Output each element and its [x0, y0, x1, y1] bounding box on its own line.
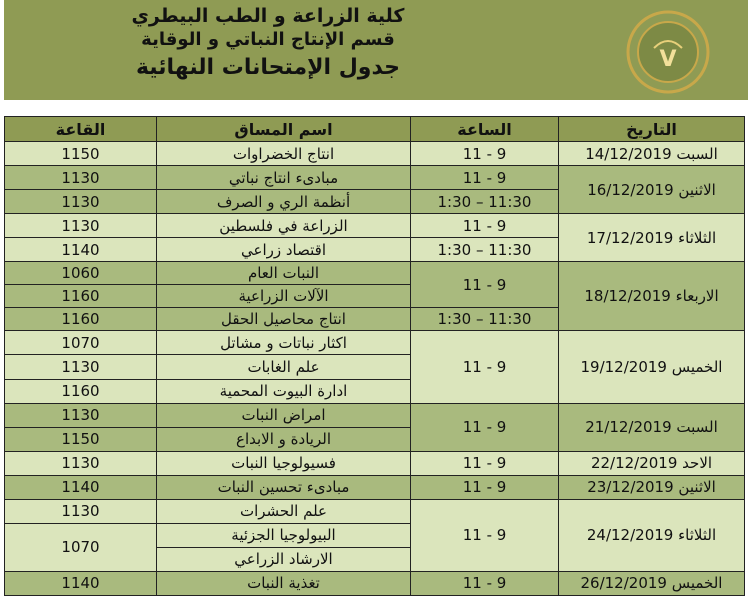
room-cell: 1160: [5, 285, 157, 308]
course-cell: الزراعة في فلسطين: [157, 214, 411, 238]
header-room: القاعة: [5, 117, 157, 142]
date-cell: الاربعاء 18/12/2019: [559, 262, 745, 331]
time-cell: 11:30 – 1:30: [411, 190, 559, 214]
logo-letter: V: [659, 47, 677, 72]
room-cell: 1140: [5, 475, 157, 499]
room-cell: 1130: [5, 403, 157, 427]
table-row: [5, 142, 745, 166]
room-cell: 1160: [5, 308, 157, 331]
time-cell: 9 - 11: [411, 475, 559, 499]
table-row: [5, 403, 745, 427]
table-row: [5, 475, 745, 499]
course-cell: علم الحشرات: [157, 499, 411, 523]
time-cell: 9 - 11: [411, 142, 559, 166]
room-cell: 1130: [5, 166, 157, 190]
table-row: [5, 166, 745, 190]
table-row: [5, 331, 745, 355]
page-title: جدول الإمتحانات النهائية: [135, 55, 401, 80]
course-cell: الارشاد الزراعي: [157, 547, 411, 571]
course-cell: اكثار نباتات و مشاتل: [157, 331, 411, 355]
date-cell: الاثنين 16/12/2019: [559, 166, 745, 214]
room-cell: 1140: [5, 238, 157, 262]
course-cell: اقتصاد زراعي: [157, 238, 411, 262]
date-cell: السبت 21/12/2019: [559, 403, 745, 451]
time-cell: 11:30 – 1:30: [411, 308, 559, 331]
course-cell: انتاج محاصيل الحقل: [157, 308, 411, 331]
course-cell: تغذية النبات: [157, 571, 411, 595]
room-cell: 1150: [5, 142, 157, 166]
faculty-name: كلية الزراعة و الطب البيطري: [131, 5, 405, 27]
room-cell: 1150: [5, 427, 157, 451]
time-cell: 9 - 11: [411, 262, 559, 308]
time-cell: 9 - 11: [411, 166, 559, 190]
date-cell: الاحد 22/12/2019: [559, 451, 745, 475]
header-text-block: [108, 4, 428, 83]
faculty-logo: [624, 8, 712, 96]
course-cell: انتاج الخضراوات: [157, 142, 411, 166]
date-cell: الخميس 26/12/2019: [559, 571, 745, 595]
room-cell: 1130: [5, 190, 157, 214]
header-time: الساعة: [411, 117, 559, 142]
time-cell: 9 - 11: [411, 331, 559, 403]
course-cell: امراض النبات: [157, 403, 411, 427]
room-cell: 1160: [5, 379, 157, 403]
table-row: [5, 214, 745, 238]
table-row: [5, 262, 745, 285]
course-cell: النبات العام: [157, 262, 411, 285]
time-cell: 9 - 11: [411, 451, 559, 475]
room-cell: 1070: [5, 331, 157, 355]
date-cell: الاثنين 23/12/2019: [559, 475, 745, 499]
course-cell: الآلات الزراعية: [157, 285, 411, 308]
time-cell: 9 - 11: [411, 214, 559, 238]
date-cell: الثلاثاء 17/12/2019: [559, 214, 745, 262]
room-cell: 1130: [5, 451, 157, 475]
course-cell: فسيولوجيا النبات: [157, 451, 411, 475]
room-cell: 1140: [5, 571, 157, 595]
room-cell: 1060: [5, 262, 157, 285]
course-cell: علم الغابات: [157, 355, 411, 379]
room-cell: 1130: [5, 214, 157, 238]
table-row: [5, 499, 745, 523]
room-cell: 1130: [5, 499, 157, 523]
date-cell: الخميس 19/12/2019: [559, 331, 745, 403]
time-cell: 9 - 11: [411, 571, 559, 595]
room-cell: 1070: [5, 523, 157, 571]
header-course: اسم المساق: [157, 117, 411, 142]
course-cell: أنظمة الري و الصرف: [157, 190, 411, 214]
exam-schedule-table: [4, 116, 745, 596]
room-cell: 1130: [5, 355, 157, 379]
course-cell: مبادىء انتاج نباتي: [157, 166, 411, 190]
department-name: قسم الإنتاج النباتي و الوقاية: [141, 29, 395, 50]
date-cell: الثلاثاء 24/12/2019: [559, 499, 745, 571]
date-cell: السبت 14/12/2019: [559, 142, 745, 166]
time-cell: 11:30 – 1:30: [411, 238, 559, 262]
time-cell: 9 - 11: [411, 499, 559, 571]
course-cell: الريادة و الابداع: [157, 427, 411, 451]
course-cell: ادارة البيوت المحمية: [157, 379, 411, 403]
course-cell: مبادىء تحسين النبات: [157, 475, 411, 499]
time-cell: 9 - 11: [411, 403, 559, 451]
header-banner: [4, 0, 748, 100]
table-row: [5, 571, 745, 595]
table-header-row: [5, 117, 745, 142]
table-row: [5, 451, 745, 475]
course-cell: البيولوجيا الجزئية: [157, 523, 411, 547]
header-date: التاريخ: [559, 117, 745, 142]
